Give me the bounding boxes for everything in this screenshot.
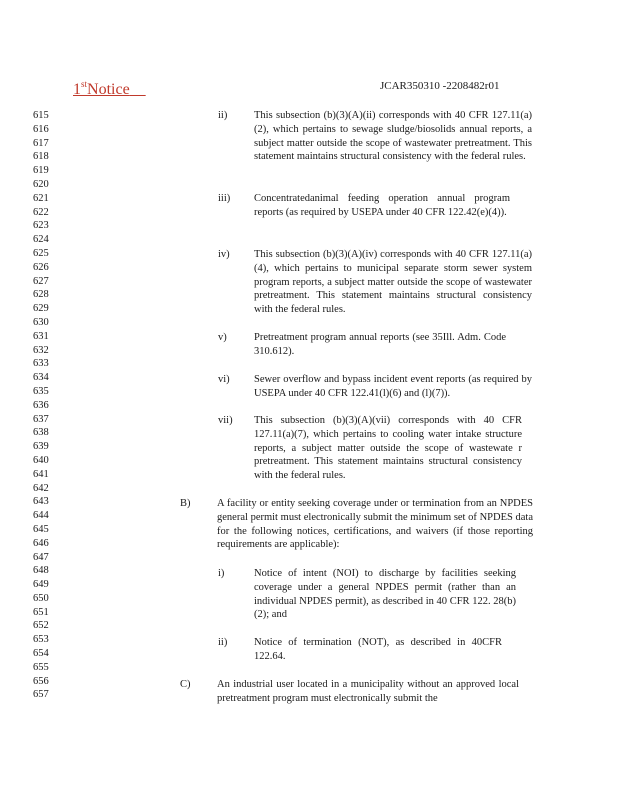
line-number: 633 [33, 358, 49, 370]
line-number: 653 [33, 634, 49, 646]
line-number: 627 [33, 275, 49, 287]
line-number: 646 [33, 537, 49, 549]
item-text: This subsection (b)(3)(A)(ii) corresponds with 40 CFR 127.11(a)(2), which pertains to sewage sludge/biosolids annual reports, a subject matter outside the scope of wastewater pretreatment. This statement maintains structural consistency with the federal rules. [254, 110, 532, 163]
line-number: 616 [33, 123, 49, 135]
line-number: 635 [33, 385, 49, 397]
line-number: 631 [33, 330, 49, 342]
item-marker: v) [218, 332, 227, 343]
item-marker: vii) [218, 415, 233, 426]
line-number: 617 [33, 137, 49, 149]
line-number: 638 [33, 427, 49, 439]
item-text: Concentratedanimal feeding operation annual program reports (as required by USEPA under 40 CFR 122.42(e)(4)). [254, 193, 510, 218]
item-text: A facility or entity seeking coverage under or termination from an NPDES general permit must electronically submit the minimum set of NPDES data for the following notices, certifications, and waivers (if those reporting requirements are applicable): [217, 498, 533, 551]
line-number: 640 [33, 454, 49, 466]
item-marker: iii) [218, 193, 231, 204]
item-text: This subsection (b)(3)(A)(vii) corresponds with 40 CFR 127.11(a)(7), which pertains to cooling water intake structure reports, a subject matter outside the scope of wastewate r pretreatment. This statement maintains structural consistency with the federal rules. [254, 415, 522, 482]
item-text: Sewer overflow and bypass incident event reports (as required by USEPA under 40 CFR 122.41(l)(6) and (l)(7)). [254, 374, 532, 399]
line-number: 655 [33, 661, 49, 673]
line-number: 657 [33, 689, 49, 701]
document-code: JCAR350310 -2208482r01 [380, 80, 500, 92]
line-number: 642 [33, 482, 49, 494]
line-number: 654 [33, 648, 49, 660]
line-number: 629 [33, 303, 49, 315]
line-number: 645 [33, 523, 49, 535]
line-number: 649 [33, 579, 49, 591]
item-text: Pretreatment program annual reports (see 35Ill. Adm. Code 310.612). [254, 332, 506, 357]
line-number: 626 [33, 261, 49, 273]
item-text: This subsection (b)(3)(A)(iv) corresponds with 40 CFR 127.11(a)(4), which pertains to municipal separate storm sewer system program reports, a subject matter outside the scope of wastewater pretreatment. This statement maintains structural consistency with the federal rules. [254, 249, 532, 316]
item-marker: ii) [218, 110, 228, 121]
line-number: 647 [33, 551, 49, 563]
item-text: Notice of intent (NOI) to discharge by facilities seeking coverage under a general NPDES permit (rather than an individual NPDES permit), as described in 40 CFR 122. 28(b)(2); and [254, 568, 516, 621]
item-marker: iv) [218, 249, 230, 260]
line-number: 641 [33, 468, 49, 480]
line-number: 618 [33, 151, 49, 163]
line-number: 632 [33, 344, 49, 356]
item-marker: C) [180, 679, 191, 690]
line-number: 637 [33, 413, 49, 425]
line-number: 620 [33, 178, 49, 190]
line-number: 621 [33, 192, 49, 204]
line-number: 615 [33, 110, 49, 121]
notice-header: 1stNotice [73, 79, 130, 98]
item-marker: i) [218, 568, 225, 579]
line-number: 636 [33, 399, 49, 411]
line-number: 624 [33, 234, 49, 246]
line-number: 650 [33, 592, 49, 604]
line-number: 639 [33, 441, 49, 453]
line-number: 625 [33, 247, 49, 259]
line-numbers [33, 109, 63, 702]
line-number: 651 [33, 606, 49, 618]
line-number: 622 [33, 206, 49, 218]
line-number: 652 [33, 620, 49, 632]
line-number: 643 [33, 496, 49, 508]
line-number: 634 [33, 372, 49, 384]
item-marker: ii) [218, 637, 228, 648]
line-number: 623 [33, 220, 49, 232]
line-number: 619 [33, 165, 49, 177]
line-number: 628 [33, 289, 49, 301]
item-marker: vi) [218, 374, 230, 385]
line-number: 656 [33, 675, 49, 687]
item-text: An industrial user located in a municipality without an approved local pretreatment program must electronically submit the [217, 679, 519, 704]
item-text: Notice of termination (NOT), as described in 40CFR 122.64. [254, 637, 502, 662]
line-number: 630 [33, 316, 49, 328]
line-number: 648 [33, 565, 49, 577]
item-marker: B) [180, 498, 191, 509]
line-number: 644 [33, 510, 49, 522]
